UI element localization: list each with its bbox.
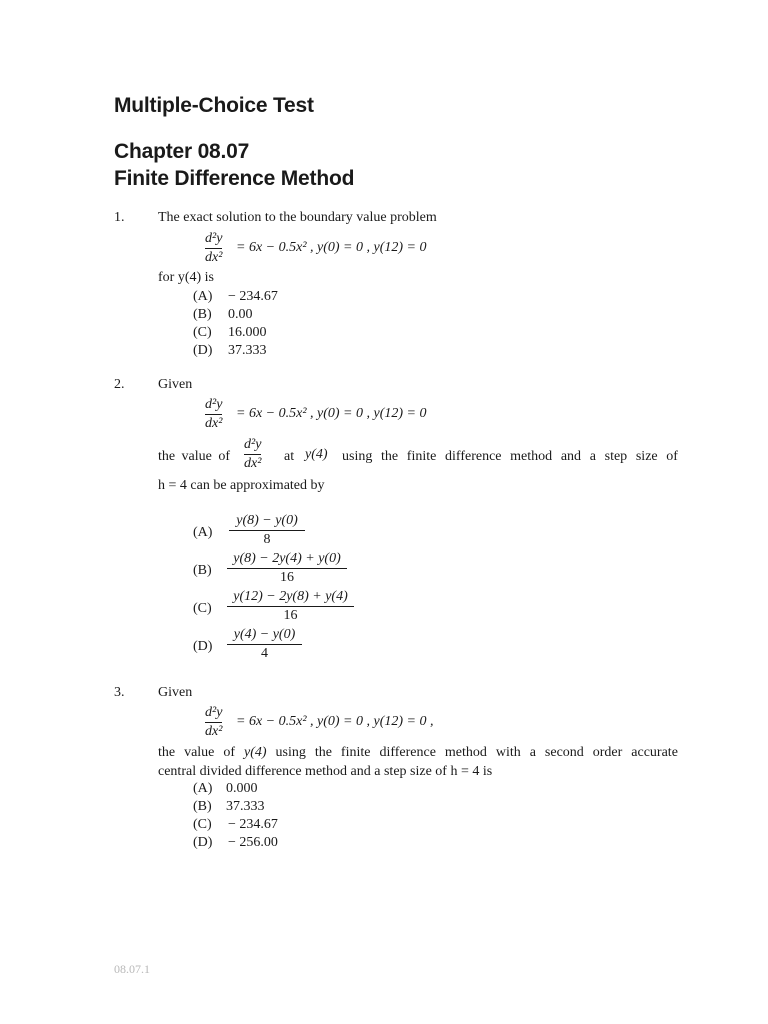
fraction-numerator: d²y	[205, 397, 223, 412]
option-d-letter: (D)	[193, 835, 213, 850]
fraction-bar	[205, 248, 222, 249]
option-a-letter: (A)	[193, 781, 213, 796]
fraction-denominator: 8	[263, 532, 271, 547]
question-stem: Given	[158, 377, 193, 392]
question-text-line: central divided difference method and a step size of h = 4 is	[158, 764, 493, 779]
chapter-heading: Chapter 08.07	[114, 140, 250, 163]
y-of-4: y(4)	[244, 745, 267, 760]
word: size	[635, 449, 658, 464]
word: value	[181, 449, 212, 464]
question-number: 1.	[114, 210, 125, 225]
ode-derivative-fraction	[205, 397, 222, 432]
question-stem: The exact solution to the boundary value problem	[158, 210, 437, 225]
option-b-letter: (B)	[193, 563, 212, 578]
question-text-line	[158, 745, 678, 761]
fraction-numerator: d²y	[244, 437, 262, 452]
word: second	[544, 745, 584, 760]
fraction-bar	[229, 530, 305, 531]
word: accurate	[631, 745, 678, 760]
option-c-value: − 234.67	[228, 817, 278, 832]
option-c-letter: (C)	[193, 601, 212, 616]
question-stem: Given	[158, 685, 193, 700]
word: the	[158, 449, 176, 464]
fraction-numerator: y(8) − y(0)	[236, 513, 298, 528]
word: using	[275, 745, 306, 760]
option-a-letter: (A)	[193, 289, 213, 304]
word: step	[604, 449, 628, 464]
fraction-denominator: dx²	[205, 416, 223, 431]
word: a	[589, 449, 596, 464]
option-d-letter: (D)	[193, 639, 213, 654]
word: of	[218, 449, 230, 464]
option-b-letter: (B)	[193, 307, 212, 322]
question-number: 2.	[114, 377, 125, 392]
ode-derivative-fraction	[205, 231, 222, 266]
option-c-fraction	[227, 589, 354, 624]
fraction-denominator: dx²	[244, 456, 262, 471]
ode-right-side: = 6x − 0.5x² , y(0) = 0 , y(12) = 0 ,	[236, 714, 434, 729]
second-derivative-fraction	[244, 437, 261, 472]
option-c-value: 16.000	[228, 325, 267, 340]
word: the	[381, 449, 399, 464]
word: of	[666, 449, 678, 464]
fraction-numerator: y(12) − 2y(8) + y(4)	[233, 589, 348, 604]
question-for-text: for y(4) is	[158, 270, 214, 285]
fraction-numerator: d²y	[205, 231, 223, 246]
word: a	[529, 745, 536, 760]
option-c-letter: (C)	[193, 325, 212, 340]
word: method	[444, 745, 487, 760]
fraction-bar	[205, 414, 222, 415]
fraction-denominator: 4	[261, 646, 268, 661]
word: finite	[406, 449, 437, 464]
word: the	[158, 745, 176, 760]
option-b-value: 0.00	[228, 307, 253, 322]
option-a-fraction	[229, 513, 305, 548]
option-d-value: 37.333	[228, 343, 267, 358]
question-text-line	[158, 449, 230, 465]
y-of-4: y(4)	[305, 447, 328, 462]
option-b-letter: (B)	[193, 799, 212, 814]
fraction-numerator: d²y	[205, 705, 223, 720]
fraction-numerator: y(8) − 2y(4) + y(0)	[233, 551, 341, 566]
option-d-fraction	[227, 627, 302, 662]
word: with	[495, 745, 521, 760]
question-number: 3.	[114, 685, 125, 700]
page-title: Multiple-Choice Test	[114, 94, 314, 117]
word: of	[223, 745, 236, 760]
fraction-denominator: 16	[280, 570, 294, 585]
word: finite	[340, 745, 371, 760]
word: difference	[379, 745, 436, 760]
chapter-subtitle: Finite Difference Method	[114, 167, 355, 190]
option-d-value: − 256.00	[228, 835, 278, 850]
fraction-bar	[227, 606, 354, 607]
option-d-letter: (D)	[193, 343, 213, 358]
ode-right-side: = 6x − 0.5x² , y(0) = 0 , y(12) = 0	[236, 406, 427, 421]
fraction-bar	[205, 722, 222, 723]
word: using	[342, 449, 373, 464]
option-a-value: 0.000	[226, 781, 258, 796]
word: order	[592, 745, 623, 760]
word: the	[314, 745, 332, 760]
fraction-denominator: dx²	[205, 250, 223, 265]
option-b-fraction	[227, 551, 347, 586]
option-c-letter: (C)	[193, 817, 212, 832]
question-word-at: at	[284, 449, 295, 464]
option-a-value: − 234.67	[228, 289, 278, 304]
fraction-bar	[244, 454, 261, 455]
word: method	[510, 449, 553, 464]
word: and	[560, 449, 582, 464]
word: value	[184, 745, 215, 760]
question-text-line	[342, 449, 678, 465]
fraction-numerator: y(4) − y(0)	[233, 627, 296, 642]
question-text-line: h = 4 can be approximated by	[158, 478, 325, 493]
fraction-denominator: 16	[283, 608, 298, 623]
word: difference	[445, 449, 502, 464]
fraction-bar	[227, 568, 347, 569]
fraction-denominator: dx²	[205, 724, 223, 739]
option-b-value: 37.333	[226, 799, 265, 814]
ode-derivative-fraction	[205, 705, 222, 740]
page-number: 08.07.1	[114, 962, 150, 976]
ode-right-side: = 6x − 0.5x² , y(0) = 0 , y(12) = 0	[236, 240, 427, 255]
fraction-bar	[227, 644, 302, 645]
option-a-letter: (A)	[193, 525, 213, 540]
